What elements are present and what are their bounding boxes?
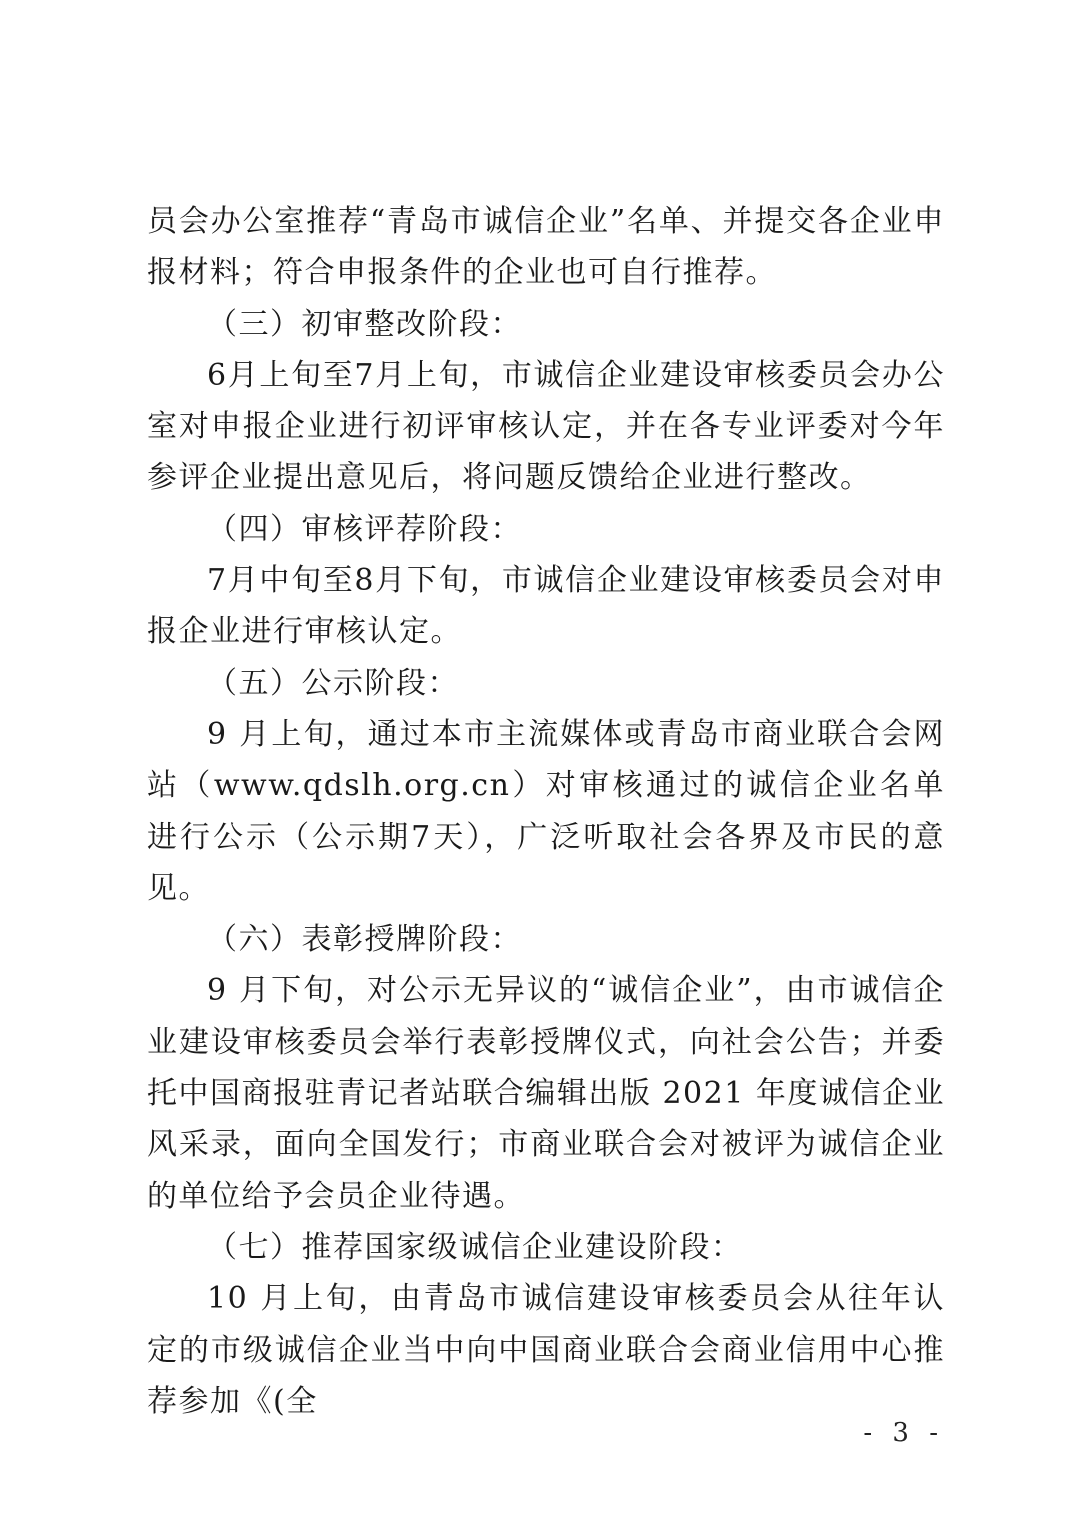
paragraph-section-6: 9 月下旬，对公示无异议的“诚信企业”，由市诚信企业建设审核委员会举行表彰授牌仪式，向社会公告；并委托中国商报驻青记者站联合编辑出版 2021 年度诚信企业风采录，面向全国发行；市商业联合会对被评为诚信企业的单位给予会员企业待遇。 (147, 973, 945, 1214)
page-number: - 3 - (863, 1418, 944, 1448)
section-heading-4: （四）审核评荐阶段： (207, 511, 522, 547)
document-body (147, 196, 945, 1427)
section-heading-5: （五）公示阶段： (207, 665, 459, 701)
paragraph-section-7: 10 月上旬，由青岛市诚信建设审核委员会从往年认定的市级诚信企业当中向中国商业联合会商业信用中心推荐参加《(全 (147, 1281, 945, 1419)
paragraph-section-3: 6月上旬至7月上旬，市诚信企业建设审核委员会办公室对申报企业进行初评审核认定，并在各专业评委对今年参评企业提出意见后，将问题反馈给企业进行整改。 (147, 357, 945, 496)
section-heading-3: （三）初审整改阶段： (207, 306, 522, 342)
paragraph-section-4: 7月中旬至8月下旬，市诚信企业建设审核委员会对申报企业进行审核认定。 (147, 563, 945, 650)
section-heading-7: （七）推荐国家级诚信企业建设阶段： (207, 1229, 743, 1265)
section-heading-6: （六）表彰授牌阶段： (207, 922, 522, 958)
paragraph-continuation: 员会办公室推荐“青岛市诚信企业”名单、并提交各企业申报材料；符合申报条件的企业也可自行推荐。 (147, 204, 945, 291)
paragraph-section-5: 9 月上旬，通过本市主流媒体或青岛市商业联合会网站（www.qdslh.org.cn）对审核通过的诚信企业名单进行公示（公示期7天），广泛听取社会各界及市民的意见。 (147, 716, 945, 906)
